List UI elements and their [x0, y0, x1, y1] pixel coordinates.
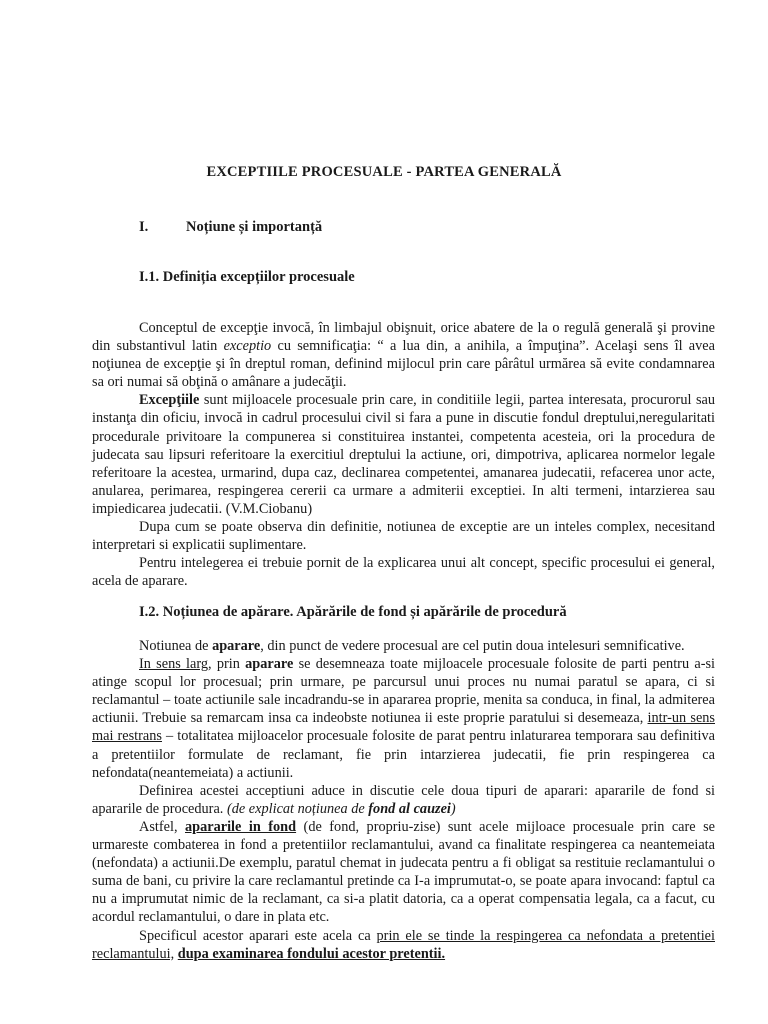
text-run: Notiunea de	[139, 638, 213, 654]
paragraph-exceptii-definition	[92, 391, 715, 518]
underlined-term: mai restrans	[92, 728, 162, 745]
underlined-term: intr-un sens	[647, 710, 715, 727]
bold-term: aparare	[245, 656, 294, 673]
paragraph-concept	[92, 319, 715, 391]
subsection-heading-definition: I.1. Definiția excepțiilor procesuale	[139, 269, 355, 285]
paragraph-aparare-meanings	[92, 637, 715, 655]
paragraph-aparare-intro: Pentru intelegerea ei trebuie pornit de la explicarea unui alt concept, specific procesului ei general, acela de aparare.	[92, 555, 715, 590]
text-run: cu semnificaţia: “ a lua din, a anihila, a împuţina”. Acelaşi sens îl avea noţiunea de excepţie şi în dreptul roman, definind mijlocul prin care pârâtul urmărea să evite condamnarea sa ori numai să obţină o amânare a judecăţii.	[92, 338, 715, 391]
section-heading	[139, 219, 322, 236]
paragraph-sens-larg	[92, 655, 715, 782]
bold-term: aparare	[212, 638, 261, 654]
text-run: se desemneaza toate mijloacele procesuale folosite de parti pentru a-si atinge scopul lor procesual; prin urmare, pe parcursul unui proces nu numai paratul se apara, ci si reclamantul – toate actiunile sale incadrandu-se in apararea proprie, menita sa conduca, in final, la admiterea actiunii. Trebuie sa remarcam insa ca indeobste notiunea ii este proprie paratului si desemeaza,	[92, 656, 715, 727]
bold-underlined-term: dupa examinarea fondului acestor pretentii.	[177, 945, 446, 962]
section-title: Noțiune și importanță	[186, 219, 323, 235]
body-block-1	[92, 319, 715, 590]
text-run: , din punct de vedere procesual are cel putin doua intelesuri semnificative.	[260, 638, 685, 654]
paragraph-aparari-in-fond	[92, 818, 715, 927]
bold-term: Excepţiile	[139, 392, 200, 409]
text-run: Definirea acestei acceptiuni aduce in discutie cele doua tipuri de aparari: apararile de fond si apararile de procedura.	[92, 782, 715, 817]
text-run: Astfel,	[139, 818, 185, 835]
bold-underlined-term: apararile in fond	[185, 818, 297, 835]
text-run: Specificul acestor aparari este acela ca	[139, 927, 377, 944]
bold-italic-term: fond al cauzei	[368, 800, 451, 817]
document-title: EXCEPTIILE PROCESUALE - PARTEA GENERALĂ	[206, 164, 562, 180]
paragraph-tipuri-aparari	[92, 782, 715, 818]
text-run: (de fond, propriu-zise) sunt acele mijloace procesuale prin care se urmareste combaterea in fond a pretentiilor reclamantului, avand ca finalitate respingerea ca neantemeiata (nefondata) a actiunii.De exemplu, paratul chemat in judecata pentru a fi obligat sa restituie reclamantului o suma de bani, cu privire la care reclamantul pretinde ca I-a imprumutat-o, se poate apara invocand: faptul ca nu a imprumutat nimic de la reclamant, ca si-a platit datoria, ca a operat compensatia legala, ca a facut, cu acordul reclamantului, o dare in plata etc.	[92, 818, 716, 926]
italic-term: exceptio	[223, 338, 272, 355]
body-block-2	[92, 637, 715, 963]
text-run: , prin	[208, 656, 246, 673]
paragraph-specific-aparari	[92, 927, 715, 963]
section-number: I.	[139, 219, 149, 235]
text-run: sunt mijloacele procesuale prin care, in conditiile legii, partea interesata, procurorul sau instanţa din oficiu, invocă in cadrul procesului civil si fara a pune in discutie fondul dreptului,neregularitati procedurale privitoare la compunerea si constituirea instantei, competenta acesteia, ori la procedura de judecata sau lipsuri referitoare la exercitiul dreptului la actiune, ori, dimpotriva, aplicarea normelor legale referitoare la acestea, urmarind, dupa caz, declinarea competentei, amanarea judecatii, refacerea unor acte, anularea, perimarea, respingerea cererii ca urmare a admiterii exceptiei. In alti termeni, intarzierea sau impiedicarea judecatii. (V.M.Ciobanu)	[92, 392, 715, 517]
paragraph-complex-meaning: Dupa cum se poate observa din definitie, notiunea de exceptie are un inteles complex, necesitand interpretari si explicatii suplimentare.	[92, 519, 715, 554]
underlined-term: prin ele se tinde la respingerea ca nefondata a pretentiei reclamantului,	[92, 927, 715, 962]
subsection-heading-aparare: I.2. Noțiunea de apărare. Apărările de fond și apărările de procedură	[139, 604, 567, 620]
underlined-term: In sens larg	[139, 656, 209, 673]
text-run: Conceptul de excepţie invocă, în limbajul obişnuit, orice abatere de la o regulă generală şi provine din substantivul latin	[92, 320, 715, 355]
italic-note: (de explicat noțiunea de	[226, 800, 369, 817]
text-run: – totalitatea mijloacelor procesuale folosite de parat pentru inlaturarea temporara sau definitiva a pretentiilor formulate de reclamant, fie prin intarzierea judecatii, fie prin respingerea ca nefondata(neantemeiata) a actiunii.	[92, 728, 715, 781]
italic-note: )	[450, 800, 456, 817]
